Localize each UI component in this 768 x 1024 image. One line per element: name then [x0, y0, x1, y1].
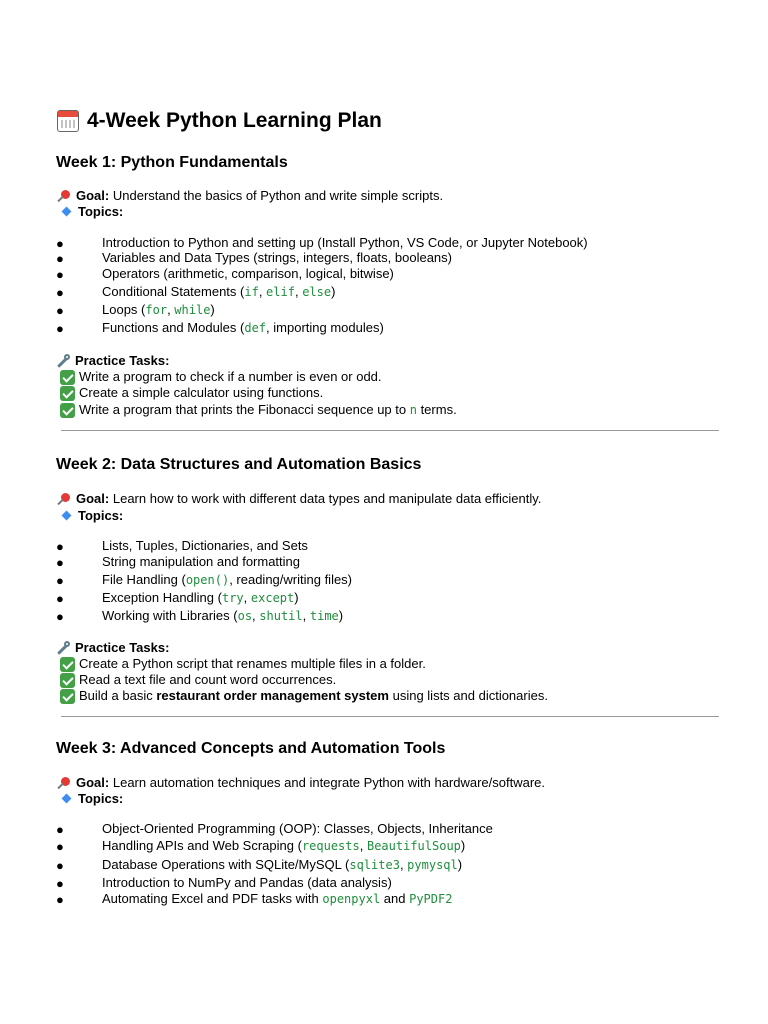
page-title	[57, 109, 382, 133]
list-item: Introduction to NumPy and Pandas (data analysis)	[102, 875, 392, 890]
list-item: String manipulation and formatting	[102, 554, 301, 569]
week3-heading: Week 3: Advanced Concepts and Automation Tools	[56, 740, 446, 757]
bullet-icon: ●	[56, 609, 64, 624]
bullet-icon: ●	[56, 236, 64, 251]
week1-topics-label: Topics:	[56, 204, 123, 220]
bullet-icon: ●	[56, 267, 64, 282]
week1-heading: Week 1: Python Fundamentals	[56, 154, 288, 171]
pushpin-icon	[56, 189, 72, 205]
check-mark-icon	[60, 657, 75, 672]
list-item: Functions and Modules (def, importing modules)	[102, 320, 384, 335]
bullet-icon: ●	[56, 573, 64, 588]
week3-goal: Goal: Learn automation techniques and integrate Python with hardware/software.	[56, 775, 545, 792]
bullet-icon: ●	[56, 858, 64, 873]
week1-practice-label: Practice Tasks:	[56, 353, 169, 369]
week1-goal: Goal: Understand the basics of Python and write simple scripts.	[56, 188, 443, 205]
bullet-icon: ●	[56, 303, 64, 318]
list-item: Working with Libraries (os, shutil, time)	[102, 608, 344, 623]
task-item: Create a simple calculator using functions.	[60, 385, 323, 401]
list-item: File Handling (open(), reading/writing files)	[102, 572, 353, 587]
check-mark-icon	[60, 673, 75, 688]
wrench-icon	[56, 354, 71, 369]
week3-topics-label: Topics:	[56, 791, 123, 807]
page-title-text: 4-Week Python Learning Plan	[87, 109, 382, 132]
list-item: Object-Oriented Programming (OOP): Classes, Objects, Inheritance	[102, 821, 493, 836]
task-item: Create a Python script that renames multiple files in a folder.	[60, 656, 426, 672]
bullet-icon: ●	[56, 285, 64, 300]
bullet-icon: ●	[56, 555, 64, 570]
list-item: Database Operations with SQLite/MySQL (sqlite3, pymysql)	[102, 857, 463, 872]
week2-practice-label: Practice Tasks:	[56, 640, 169, 656]
list-item: Exception Handling (try, except)	[102, 590, 299, 605]
check-mark-icon	[60, 403, 75, 418]
bullet-icon: ●	[56, 251, 64, 266]
wrench-icon	[56, 641, 71, 656]
bullet-icon: ●	[56, 892, 64, 907]
calendar-icon	[57, 110, 79, 132]
list-item: Automating Excel and PDF tasks with openpyxl and PyPDF2	[102, 891, 453, 906]
list-item: Operators (arithmetic, comparison, logical, bitwise)	[102, 266, 394, 281]
week2-heading: Week 2: Data Structures and Automation Basics	[56, 456, 422, 473]
bullet-icon: ●	[56, 839, 64, 854]
bullet-icon: ●	[56, 321, 64, 336]
check-mark-icon	[60, 386, 75, 401]
list-item: Loops (for, while)	[102, 302, 215, 317]
list-item: Lists, Tuples, Dictionaries, and Sets	[102, 538, 308, 553]
bullet-icon: ●	[56, 822, 64, 837]
section-divider	[61, 430, 719, 431]
pushpin-icon	[56, 776, 72, 792]
task-item: Build a basic restaurant order management system using lists and dictionaries.	[60, 688, 548, 704]
task-item: Write a program to check if a number is even or odd.	[60, 369, 382, 385]
list-item: Variables and Data Types (strings, integers, floats, booleans)	[102, 250, 452, 265]
bullet-icon: ●	[56, 591, 64, 606]
week2-topics-label: Topics:	[56, 508, 123, 524]
week2-goal: Goal: Learn how to work with different data types and manipulate data efficiently.	[56, 491, 541, 508]
list-item: Handling APIs and Web Scraping (requests, BeautifulSoup)	[102, 838, 466, 853]
task-item: Read a text file and count word occurrences.	[60, 672, 336, 688]
bullet-icon: ●	[56, 876, 64, 891]
section-divider	[61, 716, 719, 717]
blue-diamond-icon	[62, 794, 72, 804]
check-mark-icon	[60, 370, 75, 385]
list-item: Introduction to Python and setting up (Install Python, VS Code, or Jupyter Notebook)	[102, 235, 588, 250]
bullet-icon: ●	[56, 539, 64, 554]
list-item: Conditional Statements (if, elif, else)	[102, 284, 336, 299]
blue-diamond-icon	[62, 511, 72, 521]
blue-diamond-icon	[62, 207, 72, 217]
pushpin-icon	[56, 492, 72, 508]
check-mark-icon	[60, 689, 75, 704]
task-item: Write a program that prints the Fibonacci sequence up to n terms.	[60, 402, 457, 418]
